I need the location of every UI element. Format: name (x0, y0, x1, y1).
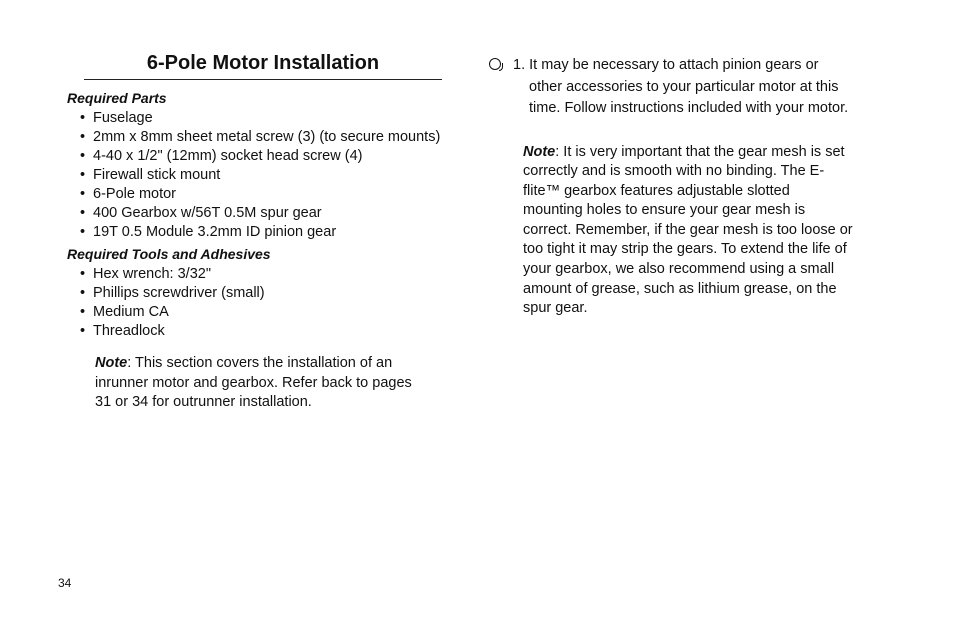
required-parts-heading: Required Parts (67, 90, 167, 106)
note-label: Note (523, 143, 556, 160)
required-parts-list (67, 109, 447, 242)
gear-mesh-note (523, 143, 853, 319)
step-1 (489, 55, 889, 120)
step-text-line: other accessories to your particular motor at this (529, 78, 839, 95)
required-tools-list (67, 265, 447, 341)
list-item: • Fuselage (80, 109, 447, 128)
list-item: • Threadlock (80, 322, 447, 341)
page-number: 34 (58, 576, 72, 590)
list-item: • Firewall stick mount (80, 166, 447, 185)
list-item: • Medium CA (80, 303, 447, 322)
note-text: : This section covers the installation of an inrunner motor and gearbox. Refer back to pages 31 or 34 for outrunner installation. (95, 355, 412, 410)
list-item: • Phillips screwdriver (small) (80, 284, 447, 303)
list-item: • 4-40 x 1/2" (12mm) socket head screw (4) (80, 147, 447, 166)
section-title: 6-Pole Motor Installation (84, 50, 442, 80)
left-column (67, 50, 447, 413)
step-text-line: 1. It may be necessary to attach pinion gears or (513, 57, 819, 73)
list-item: • Hex wrench: 3/32" (80, 265, 447, 284)
step-text-line: time. Follow instructions included with your motor. (529, 100, 849, 116)
right-column (489, 55, 889, 319)
list-item: • 6-Pole motor (80, 185, 447, 204)
note-text: : It is very important that the gear mesh is set correctly and is smooth with no binding. The E-flite™ gearbox features adjustable slotted mounting holes to ensure your gear mesh is correct. Remember, if the gear mesh is too loose or too tight it may strip the gears. To extend the life of your gearbox, we also recommend using a small amount of grease, such as lithium grease, on the spur gear. (523, 143, 853, 317)
list-item: • 400 Gearbox w/56T 0.5M spur gear (80, 204, 447, 223)
required-tools-heading: Required Tools and Adhesives (67, 246, 271, 262)
checkbox-icon[interactable] (489, 58, 501, 70)
installation-note (95, 354, 415, 413)
list-item: • 19T 0.5 Module 3.2mm ID pinion gear (80, 223, 447, 242)
list-item: • 2mm x 8mm sheet metal screw (3) (to secure mounts) (80, 128, 447, 147)
note-label: Note (95, 355, 128, 371)
